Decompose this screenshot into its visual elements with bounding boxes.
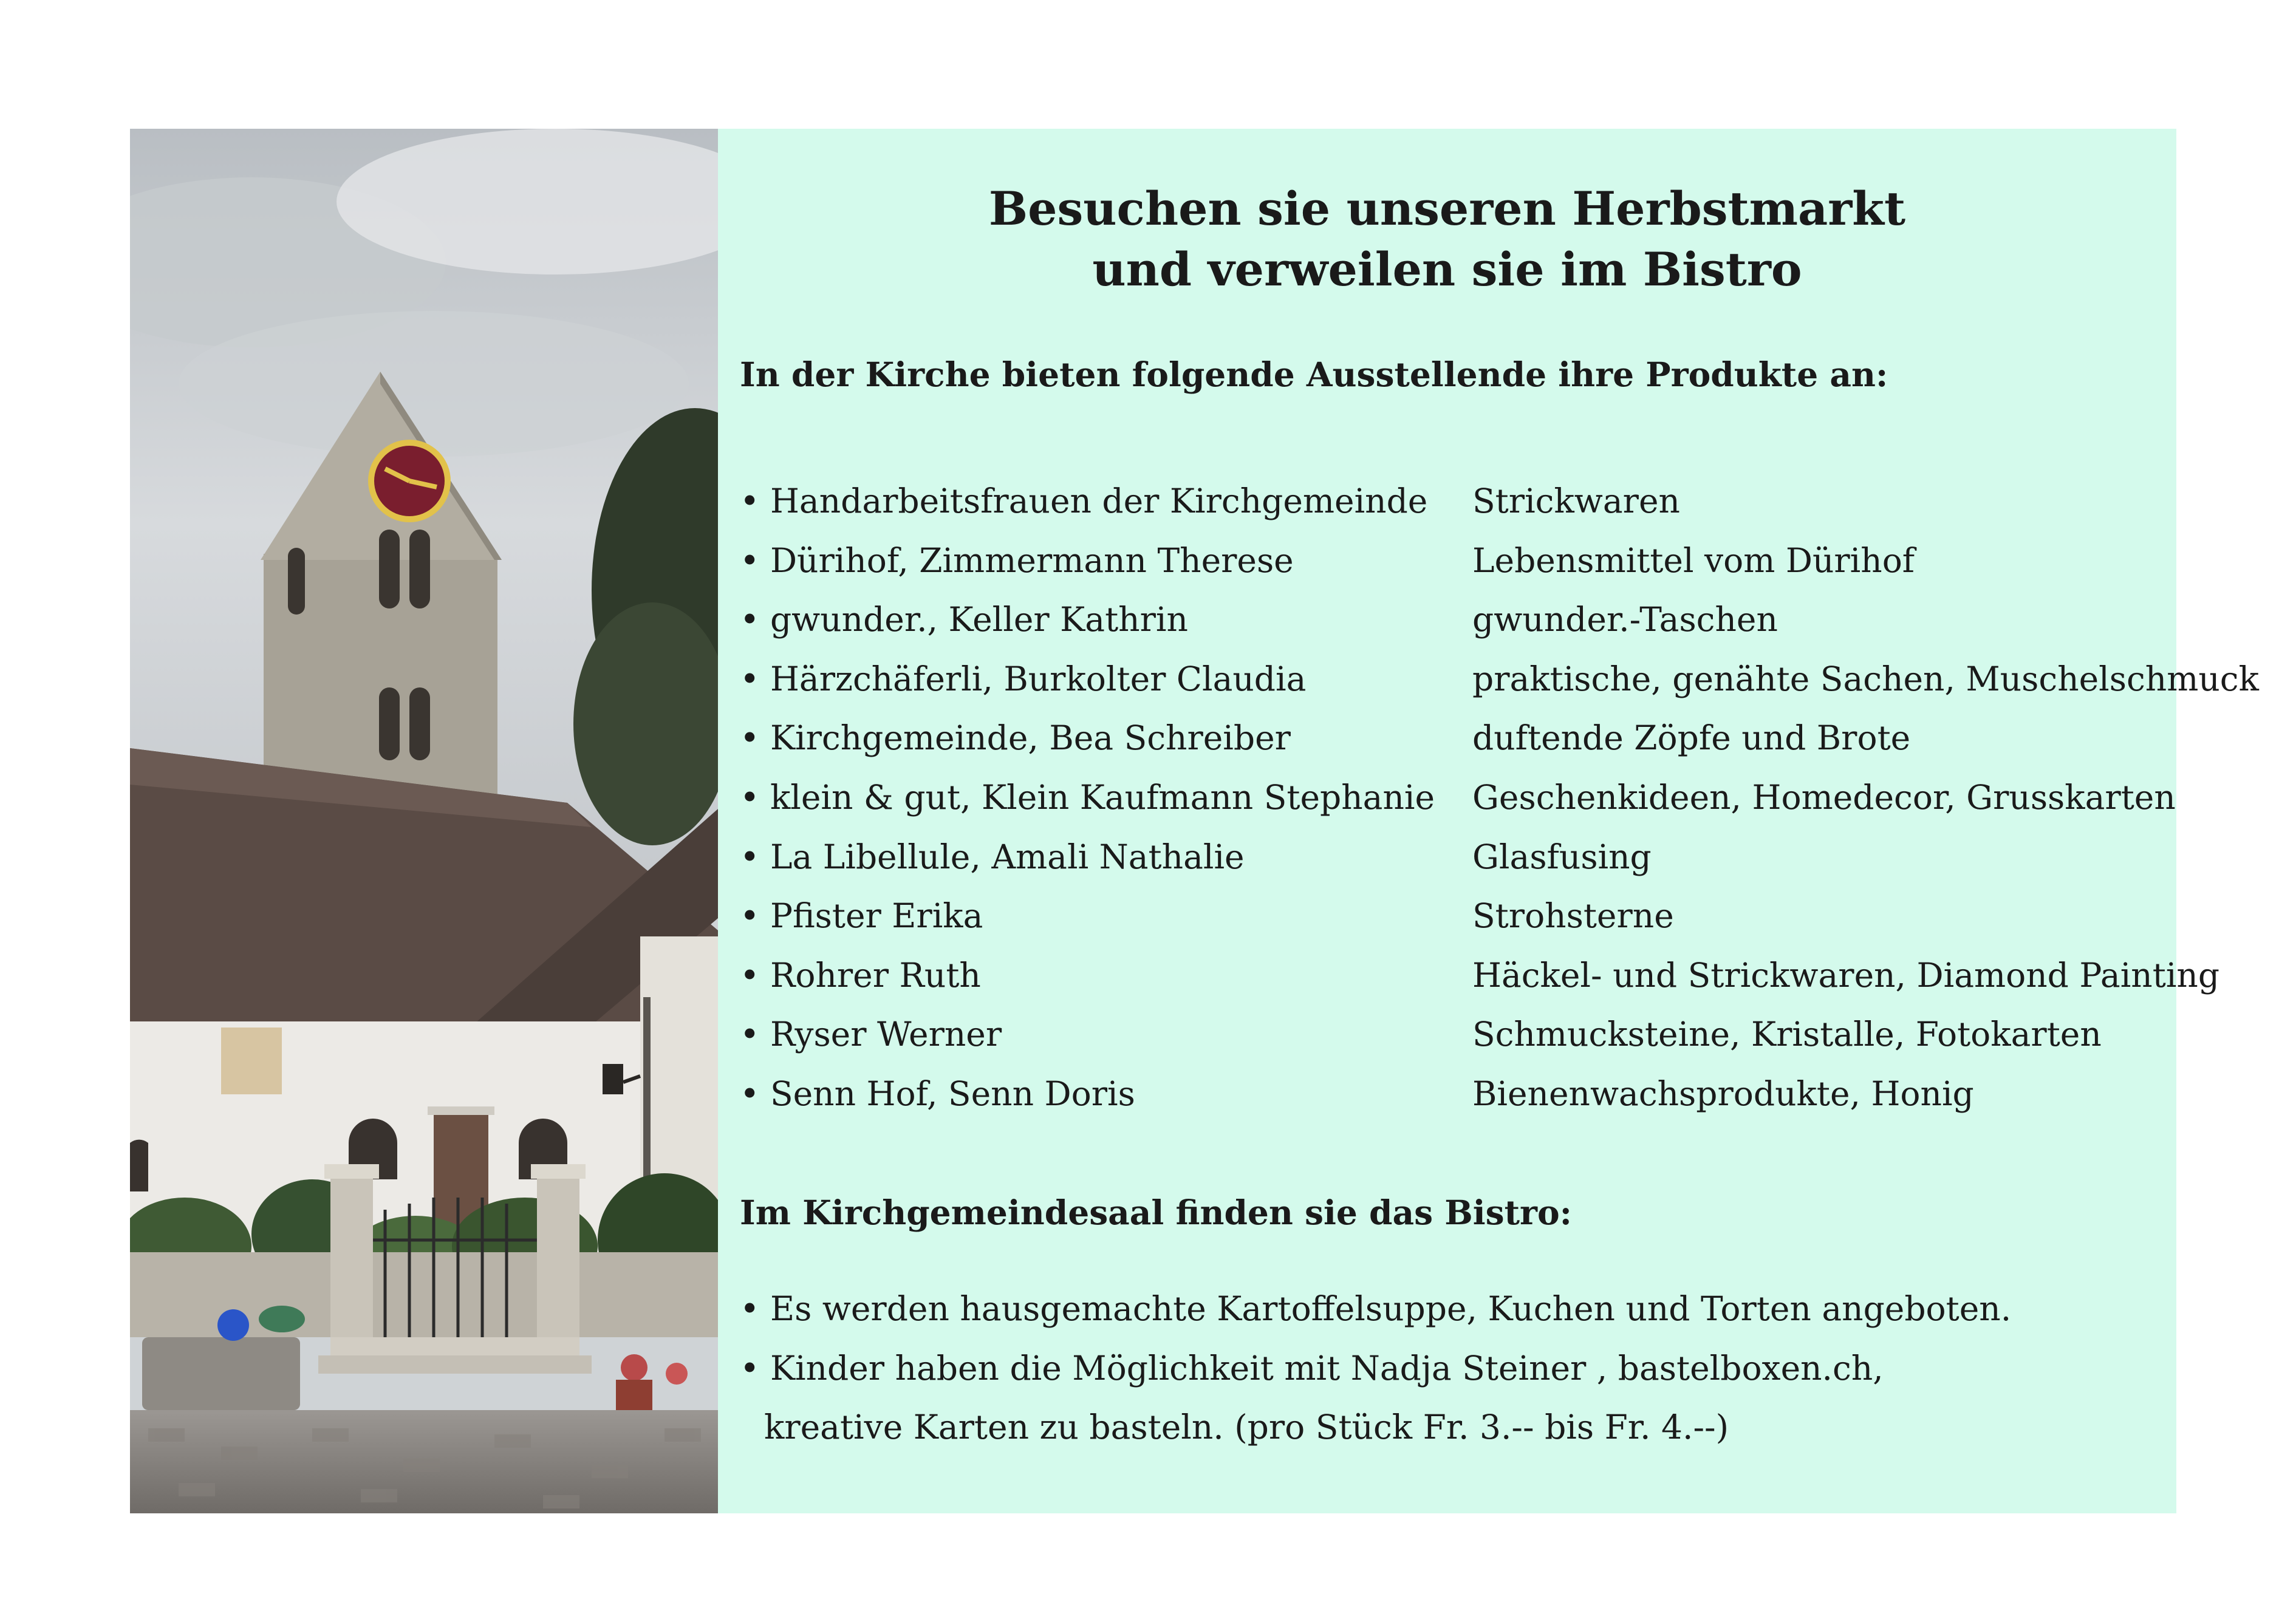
list-item <box>740 768 2185 828</box>
exhibitor-name: • La Libellule, Amali Nathalie <box>740 828 1472 887</box>
list-item <box>740 590 2185 650</box>
exhibitor-product: Häckel- und Strickwaren, Diamond Painting <box>1472 955 2220 995</box>
list-item <box>740 946 2220 1006</box>
church-illustration <box>130 129 718 1513</box>
exhibitor-product: Geschenkideen, Homedecor, Grusskarten <box>1472 777 2176 817</box>
exhibitor-product: gwunder.-Taschen <box>1472 600 1778 639</box>
bistro-item-kids: • Kinder haben die Möglichkeit mit Nadja Steiner , bastelboxen.ch, <box>740 1339 2011 1399</box>
exhibitor-name: • gwunder., Keller Kathrin <box>740 590 1472 650</box>
list-item <box>740 472 2185 531</box>
exhibitor-product: Bienenwachsprodukte, Honig <box>1472 1074 1974 1113</box>
list-item <box>740 531 2185 591</box>
exhibitor-name: • Senn Hof, Senn Doris <box>740 1065 1472 1124</box>
exhibitor-name: • Handarbeitsfrauen der Kirchgemeinde <box>740 472 1472 531</box>
list-item <box>740 650 2259 709</box>
exhibitor-product: Strohsterne <box>1472 896 1674 936</box>
text-panel <box>718 129 2259 1513</box>
exhibitor-name: • Härzchäferli, Burkolter Claudia <box>740 650 1472 709</box>
exhibitor-product: praktische, genähte Sachen, Muschelschmuck <box>1472 659 2259 698</box>
exhibitor-name: • Dürihof, Zimmermann Therese <box>740 531 1472 591</box>
list-item <box>740 1065 2185 1124</box>
exhibitor-name: • Rohrer Ruth <box>740 946 1472 1006</box>
exhibitor-product: Strickwaren <box>1472 482 1680 520</box>
bistro-heading: Im Kirchgemeindesaal finden sie das Bistro: <box>740 1193 1572 1232</box>
flyer-card <box>130 129 2259 1513</box>
list-item <box>740 709 2185 768</box>
exhibitor-name: • Ryser Werner <box>740 1005 1472 1065</box>
exhibitor-product: Schmucksteine, Kristalle, Fotokarten <box>1472 1015 2102 1054</box>
title-line-2: und verweilen sie im Bistro <box>1092 242 1802 296</box>
bistro-list <box>740 1280 2011 1457</box>
exhibitor-name: • Pfister Erika <box>740 887 1472 946</box>
list-item <box>740 1005 2185 1065</box>
list-item <box>740 887 2185 946</box>
bistro-item-kids-continued: kreative Karten zu basteln. (pro Stück Fr. 3.-- bis Fr. 4.--) <box>764 1408 1729 1447</box>
exhibitors-heading: In der Kirche bieten folgende Ausstellende ihre Produkte an: <box>740 355 1888 394</box>
exhibitor-list <box>740 472 2259 1124</box>
list-item <box>740 828 2185 887</box>
exhibitor-name: • klein & gut, Klein Kaufmann Stephanie <box>740 768 1472 828</box>
exhibitor-product: Glasfusing <box>1472 837 1652 876</box>
exhibitor-product: duftende Zöpfe und Brote <box>1472 718 1911 758</box>
title-line-1: Besuchen sie unseren Herbstmarkt <box>988 182 1906 236</box>
exhibitor-name: • Kirchgemeinde, Bea Schreiber <box>740 709 1472 768</box>
flyer-title <box>718 179 2176 300</box>
exhibitor-product: Lebensmittel vom Dürihof <box>1472 540 1915 580</box>
bistro-item-food: • Es werden hausgemachte Kartoffelsuppe, Kuchen und Torten angeboten. <box>740 1280 2011 1339</box>
church-photo <box>130 129 718 1513</box>
